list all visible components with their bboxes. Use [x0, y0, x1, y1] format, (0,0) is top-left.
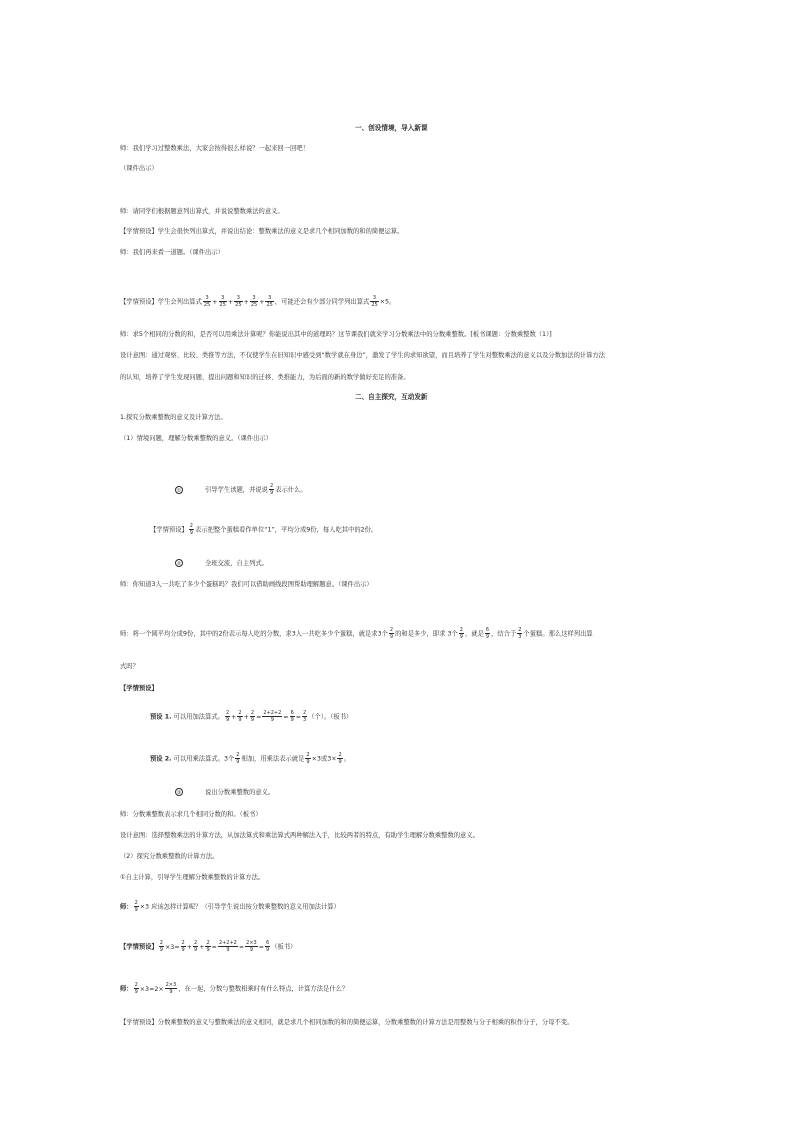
math-operator: ×3=2×	[139, 985, 164, 993]
math-operator: +	[199, 943, 205, 951]
item-number: ③	[176, 790, 182, 796]
fraction	[305, 752, 310, 765]
paragraph-text: 师：分数乘整数表示求几个相同分数的和。（板书）	[120, 811, 262, 818]
fraction	[245, 940, 258, 953]
math-operator: =	[258, 943, 264, 951]
math-operator: ×3=	[164, 943, 180, 951]
fraction	[517, 627, 522, 640]
math-expression-sum	[202, 295, 275, 308]
paragraph-text: ×5。	[379, 298, 396, 306]
fraction	[134, 900, 139, 913]
denominator: 9	[338, 759, 342, 765]
method-1	[150, 710, 352, 725]
paragraph	[120, 227, 403, 236]
fraction	[250, 710, 255, 723]
paragraph-text: 可以用加法算式。	[173, 713, 224, 721]
denominator: 9	[226, 947, 230, 953]
numerator: 2+2+2	[218, 940, 237, 946]
paragraph	[120, 831, 479, 840]
math-operator: =	[295, 713, 302, 721]
numerator: 2	[389, 627, 394, 633]
paragraph	[120, 330, 552, 339]
paragraph-text: 【学情预设】学生会很快列出算式，并说出结论：整数乘法的意义是求几个相同加数的和的简便运算。	[120, 228, 404, 235]
numerator: 6	[266, 940, 270, 946]
paragraph-text: 师：我们再来看一道题。（课件出示）	[120, 249, 224, 256]
denominator: 9	[266, 947, 270, 953]
numerator: 3	[234, 295, 242, 302]
paragraph	[120, 413, 227, 422]
fraction	[370, 295, 378, 308]
paragraph-text: 式吗？	[120, 663, 139, 670]
paragraph-text: ①自主计算，引导学生理解分数乘整数的计算方法。	[120, 874, 265, 881]
paragraph-text: ，结合于	[491, 630, 517, 638]
math-operator: +	[212, 298, 218, 306]
paragraph-with-expression	[120, 295, 395, 310]
fraction	[193, 940, 198, 953]
numerator: 2	[134, 900, 138, 906]
paragraph-with-expression	[120, 627, 593, 642]
paragraph-with-expression	[120, 982, 348, 997]
math-operator: +	[186, 943, 192, 951]
method-2	[150, 752, 350, 767]
paragraph-with-expression	[120, 900, 340, 915]
paragraph-text: 师：将一个圆平均分成9份，其中的2份表示每人吃的分数，求3人一共吃多少个蛋糕，就是求3个	[120, 630, 388, 638]
paragraph-text: ，就是	[464, 630, 484, 638]
numerator: 3	[219, 295, 227, 302]
fraction	[234, 295, 242, 308]
paragraph-text: 师：你知道3人一共吃了多少个蛋糕吗？我们可以借助画线段图帮助理解题意。（课件出示）	[120, 581, 373, 588]
fraction	[203, 295, 211, 308]
paragraph	[120, 248, 224, 257]
paragraph	[120, 373, 410, 382]
math-operator: =	[256, 713, 262, 721]
fraction	[159, 940, 164, 953]
paragraph-text: 【学情预设】分数乘整数的意义与整数乘法的意义相同，就是求几个相同加数的和的简便运算，分数乘整数的计算方法是用整数与分子相乘的积作分子，分母不变。	[120, 1019, 574, 1026]
paragraph	[120, 810, 262, 819]
method-label: 预设 2.	[150, 755, 172, 763]
paragraph-text: 设计意图：选择整数乘法的计算方法，从加法算式和乘法算式两种解法入手，比较两者的特点，有助学生理解分数乘整数的意义。	[120, 832, 479, 839]
denominator: 9	[269, 490, 274, 496]
numerator: 2	[134, 982, 138, 988]
numerator: 2	[238, 710, 242, 716]
paragraph	[120, 852, 218, 861]
fraction	[269, 483, 274, 496]
fraction	[265, 940, 270, 953]
paragraph-text: （课件出示）	[120, 165, 158, 172]
fraction	[225, 710, 230, 723]
denominator: 9	[250, 717, 255, 723]
numerator: 3	[250, 295, 258, 302]
fraction	[485, 627, 490, 640]
fraction	[219, 295, 227, 308]
paragraph-text: 【学情预设】学生会列出算式	[120, 298, 202, 306]
method-label: 预设 1.	[150, 713, 172, 721]
numerator: 2	[225, 710, 230, 716]
fraction	[290, 710, 295, 723]
denominator: 9	[169, 989, 173, 995]
paragraph	[120, 164, 158, 173]
numerator: 2×3	[165, 982, 177, 988]
section-title-2: 二、自主探究，互动发新	[355, 393, 428, 401]
numerator: 2	[269, 483, 274, 489]
numerator: 6	[290, 710, 294, 716]
fraction	[235, 752, 240, 765]
paragraph-text: 个蛋糕。那么这样列出算	[523, 630, 593, 638]
denominator: 3	[303, 717, 307, 723]
paragraph-text: （2）探究分数乘整数的计算方法。	[120, 853, 219, 860]
denominator: 9	[290, 717, 294, 723]
denominator: 9	[134, 907, 138, 913]
paragraph-text: 师：求5个相同的分数的和，是否可以用乘法计算呢？你能说出其中的道理吗？这节课我们就来学习分数乘法中的分数乘整数。[板书课题：分数乘整数（1）]	[120, 331, 552, 338]
numerator: 2	[189, 523, 193, 529]
denominator: 9	[189, 530, 193, 536]
paragraph-text: 【学情预设】	[120, 685, 158, 692]
numerator: 2	[338, 752, 342, 758]
math-operator: +	[243, 713, 249, 721]
denominator: 9	[459, 634, 463, 640]
paragraph-text: 1.探究分数乘整数的意义及计算方法。	[120, 414, 227, 421]
item-number: ①	[176, 487, 182, 494]
numerator: 2	[236, 752, 240, 758]
fraction	[237, 710, 242, 723]
math-operator: +	[227, 298, 234, 306]
numerator: 6	[485, 627, 490, 633]
denominator: 25	[203, 302, 211, 308]
numerator: 2	[306, 752, 310, 758]
paragraph-text: 相加，用乘法表示就是	[241, 755, 305, 763]
numerator: 2	[194, 940, 198, 946]
denominator: 25	[266, 302, 273, 308]
denominator: 9	[270, 717, 274, 723]
paragraph	[120, 144, 309, 153]
numerator: 2	[303, 710, 307, 716]
numerator: 2	[206, 940, 210, 946]
fraction	[165, 982, 178, 995]
paragraph-text: 设计意图：通过观察、比较、类推等方法，不仅使学生在旧知识中感受到“数学就在身边”，激发了学生的求知欲望，而且培养了学生对整数乘法的意义以及分数加法的计算方法	[120, 352, 606, 359]
paragraph-text: ×3 应该怎样计算呢？（引导学生说出按分数乘整数的意义用加法计算）	[139, 903, 340, 911]
paragraph	[120, 662, 139, 671]
paragraph-with-expression	[120, 940, 296, 955]
denominator: 9	[249, 947, 254, 953]
fraction	[205, 940, 210, 953]
paragraph-text: （个）。（板书）	[308, 713, 353, 721]
numerator: 3	[203, 295, 211, 302]
math-operator: +	[243, 298, 249, 306]
denominator: 9	[306, 759, 310, 765]
fraction	[459, 627, 464, 640]
paragraph	[120, 684, 158, 693]
denominator: 9	[194, 947, 198, 953]
paragraph-text: 师：	[120, 985, 133, 993]
paragraph-text: 的和是多少，即求 3个	[395, 630, 458, 638]
fraction	[134, 982, 139, 995]
paragraph-text: 。	[343, 755, 350, 763]
fraction	[302, 710, 307, 723]
fraction	[265, 295, 273, 308]
paragraph	[120, 873, 264, 882]
paragraph-text: （板书）	[271, 943, 297, 951]
paragraph-text: 引导学生读题，并说说	[205, 486, 268, 494]
denominator: 9	[389, 634, 394, 640]
fraction	[250, 295, 258, 308]
section-title-1: 一、创设情境，导入新课	[355, 124, 428, 132]
paragraph	[120, 580, 373, 589]
paragraph-text: 全班交流，自主列式。	[205, 560, 268, 567]
math-operator: +	[231, 713, 237, 721]
denominator: 25	[250, 302, 258, 308]
math-operator: =	[211, 943, 217, 951]
math-operator: +	[259, 298, 265, 306]
numerator: 2	[159, 940, 163, 946]
numerator: 3	[370, 295, 378, 302]
numerator: 2	[250, 710, 255, 716]
paragraph-text: 的认知，培养了学生发现问题、提出问题和知识的迁移、类推能力，为后面的新的数学做好充足的准备。	[120, 374, 410, 381]
denominator: 3	[518, 634, 522, 640]
paragraph-text: ×3或3×	[311, 755, 337, 763]
paragraph-text: ，在一起，分数与整数相乘时有什么特点，计算方法是什么？	[178, 985, 349, 993]
fraction	[181, 940, 186, 953]
denominator: 9	[236, 759, 240, 765]
paragraph-text: （1）情境问题，理解分数乘整数的意义。（课件出示）	[120, 435, 272, 442]
paragraph-with-expression	[150, 523, 377, 538]
denominator: 9	[485, 634, 490, 640]
denominator: 25	[219, 302, 226, 308]
denominator: 9	[238, 717, 242, 723]
numerator: 2+2+2	[263, 710, 282, 716]
paragraph-text: ，可能还会有少部分同学列出算式	[274, 298, 370, 306]
denominator: 9	[181, 947, 185, 953]
denominator: 9	[159, 947, 163, 953]
paragraph-text: 师：	[120, 903, 133, 911]
fraction	[218, 940, 238, 953]
fraction	[337, 752, 342, 765]
fraction	[389, 627, 394, 640]
fraction	[262, 710, 282, 723]
list-item	[175, 483, 307, 498]
paragraph-text: 表示什么。	[275, 486, 307, 494]
paragraph-text: 师：请同学们根据题意列出算式，并说说整数乘法的意义。	[120, 208, 284, 215]
item-number: ②	[176, 561, 182, 567]
numerator: 2×3	[246, 940, 257, 946]
numerator: 3	[265, 295, 273, 302]
paragraph-text: 表示把整个蛋糕看作单位“1”，平均分成9份，每人吃其中的2份。	[194, 526, 378, 534]
paragraph-text: 【学情预设】	[120, 943, 158, 951]
list-item	[175, 788, 274, 798]
denominator: 9	[206, 947, 210, 953]
math-operator: =	[283, 713, 289, 721]
numerator: 2	[518, 627, 522, 633]
denominator: 9	[134, 989, 138, 995]
paragraph	[120, 434, 272, 443]
denominator: 25	[235, 302, 242, 308]
denominator: 9	[225, 717, 230, 723]
paragraph	[120, 351, 605, 360]
numerator: 2	[181, 940, 185, 946]
math-operator: =	[238, 943, 245, 951]
paragraph	[120, 207, 284, 216]
paragraph	[120, 1018, 573, 1027]
math-expression	[224, 710, 308, 723]
paragraph-text: 【学情预设】	[150, 526, 188, 534]
paragraph-text: 师：我们学习过整数乘法，大家会按得很么样说？一起来回一回吧！	[120, 145, 309, 152]
numerator: 2	[459, 627, 463, 633]
paragraph-text: 可以用乘法算式。3个	[173, 755, 235, 763]
fraction	[189, 523, 194, 536]
paragraph-text: 说出分数乘整数的意义。	[205, 789, 275, 796]
denominator: 25	[371, 302, 378, 308]
list-item	[175, 559, 268, 569]
